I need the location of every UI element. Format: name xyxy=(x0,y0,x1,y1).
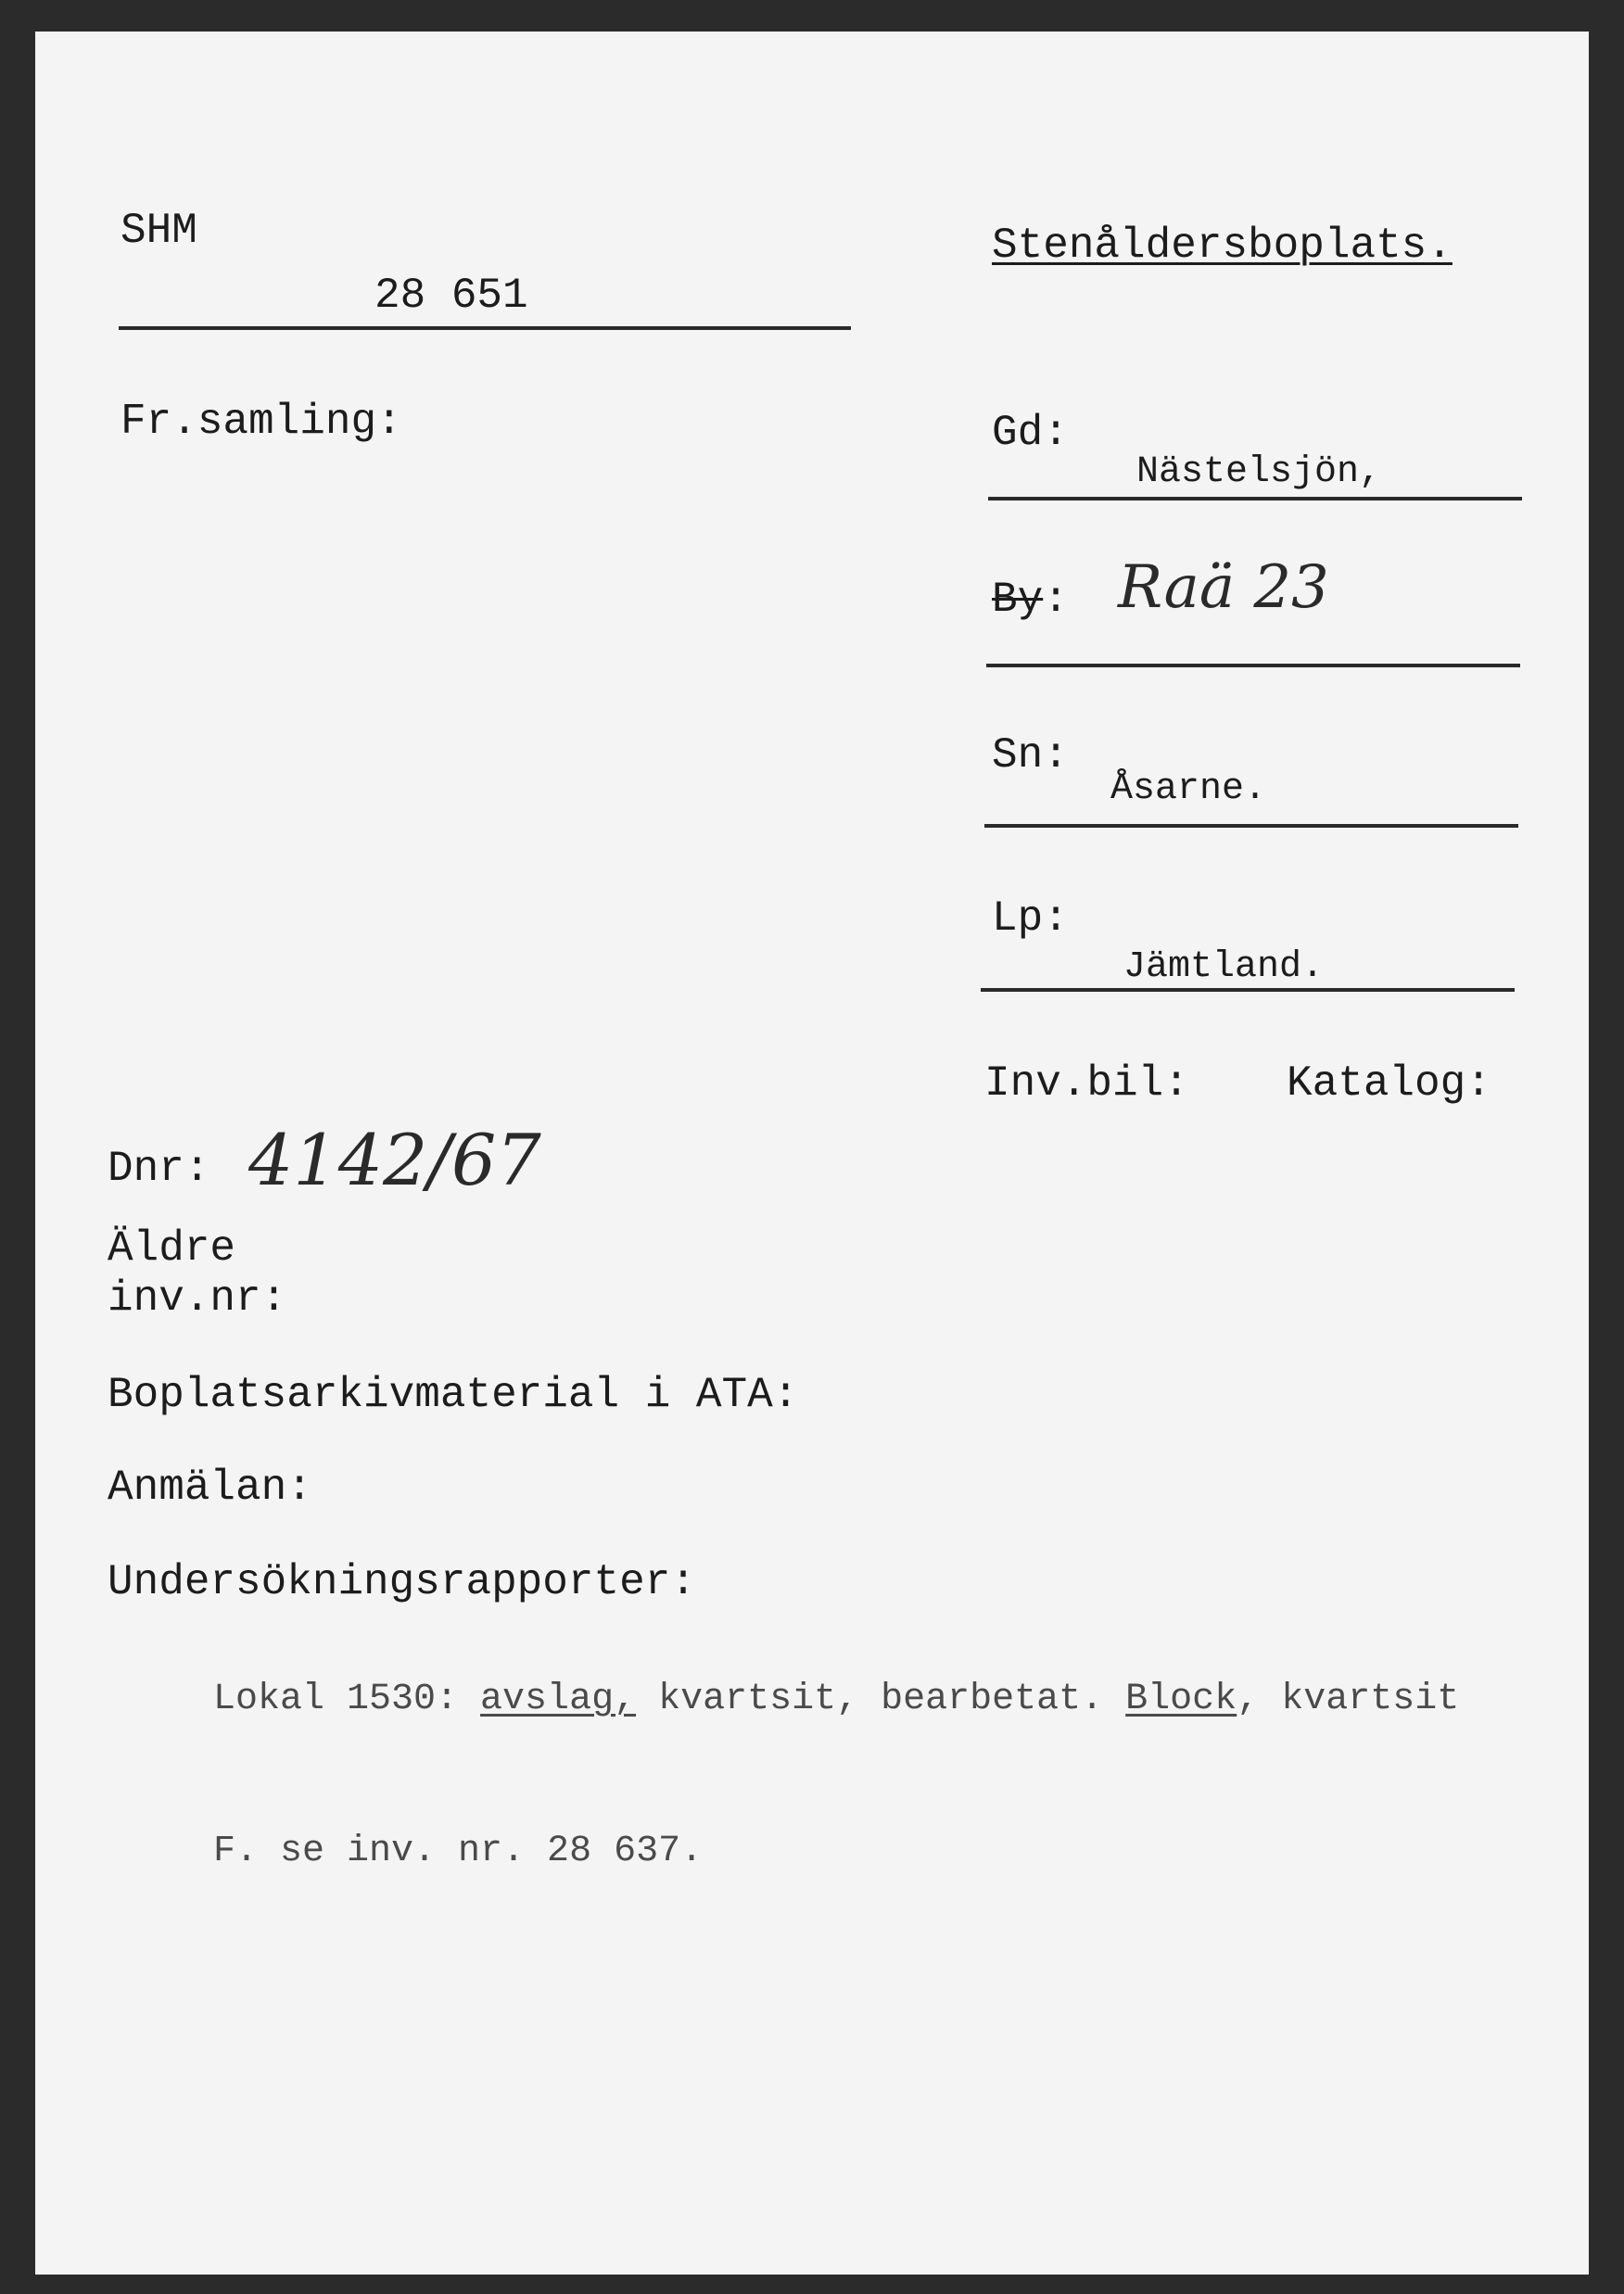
by-label: By xyxy=(992,576,1044,624)
sn-rule xyxy=(984,824,1518,828)
reference-line: F. se inv. nr. 28 637. xyxy=(213,1831,704,1872)
entry-block: Block xyxy=(1125,1681,1237,1718)
fr-samling-label: Fr.samling: xyxy=(121,398,402,446)
by-value-handwritten: Raä 23 xyxy=(1118,553,1329,622)
catalog-card xyxy=(35,32,1589,2275)
dnr-label: Dnr: xyxy=(108,1145,210,1193)
entry-avslag: avslag, xyxy=(480,1681,637,1718)
aldre-label: Äldre xyxy=(108,1224,236,1273)
header-rule-left xyxy=(119,326,851,330)
lp-rule xyxy=(981,988,1515,992)
museum-label: SHM xyxy=(121,207,197,255)
sn-label: Sn: xyxy=(992,731,1069,779)
gd-value: Nästelsjön, xyxy=(1136,451,1382,493)
gd-rule xyxy=(988,497,1522,501)
invbil-label: Inv.bil: xyxy=(984,1059,1189,1108)
site-type: Stenåldersboplats. xyxy=(992,222,1453,270)
anmalan-label: Anmälan: xyxy=(108,1464,312,1512)
by-rule xyxy=(986,664,1520,667)
dnr-value-handwritten: 4142/67 xyxy=(248,1119,541,1201)
boplats-label: Boplatsarkivmaterial i ATA: xyxy=(108,1371,799,1419)
katalog-label: Katalog: xyxy=(1287,1059,1491,1108)
by-field xyxy=(992,576,1069,624)
invnr-label: inv.nr: xyxy=(108,1274,287,1323)
lp-value: Jämtland. xyxy=(1123,946,1325,988)
entry-suffix: , kvartsit xyxy=(1237,1681,1460,1718)
entry-line xyxy=(213,1681,1544,1718)
sn-value: Åsarne. xyxy=(1110,768,1267,810)
undersokningsrapporter-label: Undersökningsrapporter: xyxy=(108,1558,696,1606)
inventory-number: 28 651 xyxy=(374,272,528,320)
entry-prefix: Lokal 1530: xyxy=(213,1681,481,1718)
by-colon: : xyxy=(1043,576,1069,624)
gd-label: Gd: xyxy=(992,409,1069,457)
lp-label: Lp: xyxy=(992,894,1069,943)
entry-middle: kvartsit, bearbetat. xyxy=(636,1681,1126,1718)
